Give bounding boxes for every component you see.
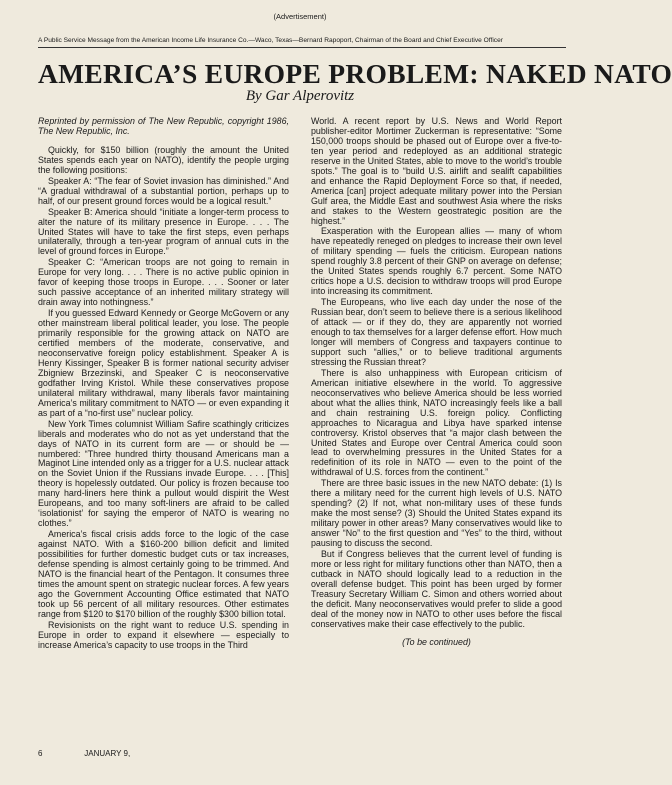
paragraph: Speaker C: “American troops are not going to remain in Europe for very long. . . . There is no active public opinion in favor of keeping those troops in Europe. . . . Sooner or later such passive acceptance of an inherited military strategy will drain away into nothingness.” [38, 257, 289, 308]
paragraph: New York Times columnist William Safire scathingly criticizes liberals and moderates who do not as yet understand that the days of NATO in its current form are — or should be — numbered: “Three hundred thirty thousand Americans man a Maginot Line intended only as a trigger for a U.S. nuclear attack on the Soviet Union if the Russians invade Europe. . . . [This] theory is hopelessly outdated. Our policy is frozen because too many hard-liners here think a pullout would dispirit the West Europeans, and too many soft-liners are afraid to be called ‘isolationist’ for saying the emperor of NATO is wearing no clothes.” [38, 418, 289, 529]
paragraph: There is also unhappiness with European criticism of American initiative elsewhere in the world. To aggressive neoconservatives who believe America should be less worried about what the allies think, NATO increasingly feels like a ball and chain restraining U.S. foreign policy. Conflicting approaches to Nicaragua and Libya have sparked intense controversy. Kristol observes that “a major clash between the United States and Europe over Central America could soon lead to overwhelming pressures in the United States for a redefinition of its role in NATO — even to the point of the withdrawal of U.S. forces from the continent.” [311, 367, 562, 478]
header-rule [38, 47, 566, 48]
article-headline: AMERICA’S EUROPE PROBLEM: NAKED NATO [38, 58, 672, 89]
article-right-column [311, 117, 562, 649]
paragraph: But if Congress believes that the current level of funding is more or less right for military functions other than NATO, then a cutback in NATO should logically lead to a reduction in the overall defense budget. This point has been urged by former Treasury Secretary William C. Simon and others worried about the deficit. Many neoconservatives would prefer to slide a good deal of the money now in NATO to other uses before the fiscal conservatives make their case effectively to the public. [311, 548, 562, 629]
paragraph: Exasperation with the European allies — many of whom have repeatedly reneged on pledges to increase their own level of military spending — fuels the criticism. European nations spend roughly 3.8 percent of their GNP on average on defense; the United States spends roughly 6.7 percent. Some NATO critics hope a U.S. decision to withdraw troops will prod Europe into increasing its commitment. [311, 226, 562, 297]
reprint-note: Reprinted by permission of The New Republic, copyright 1986, The New Republic, Inc. [38, 116, 289, 136]
advertisement-label: (Advertisement) [273, 12, 327, 21]
paragraph: There are three basic issues in the new NATO debate: (1) Is there a military need for the current high levels of U.S. NATO spending? (2) If not, what non-military uses of these funds make the most sense? (3) Should the United States expand its military power in other areas? Many conservatives would like to answer “No” to the first question and “Yes” to the third, without pausing to discuss the second. [311, 478, 562, 549]
continued-note: (To be continued) [402, 636, 471, 647]
issue-date: JANUARY 9, [84, 749, 131, 758]
public-service-message: A Public Service Message from the American Income Life Insurance Co.—Waco, Texas—Bernard Rapoport, Chairman of the Board and Chief Executive Officer [38, 37, 503, 44]
paragraph: America’s fiscal crisis adds force to the logic of the case against NATO. With a $160-200 billion deficit and limited possibilities for further domestic budget cuts or tax increases, defense spending is almost certainly going to be trimmed. And NATO is the financial heart of the Pentagon. It consumes three times the amount spent on strategic nuclear forces. A few years ago the Government Accounting Office estimated that NATO took up 56 percent of all military resources. Other estimates range from $120 to $170 billion of the roughly $300 billion total. [38, 529, 289, 619]
page-footer [38, 749, 130, 758]
paragraph: Revisionists on the right want to reduce U.S. spending in Europe in order to expand it elsewhere — especially to increase America’s capacity to use troops in the Third [38, 619, 289, 650]
paragraph: Speaker A: “The fear of Soviet invasion has diminished.” And “A gradual withdrawal of a substantial portion, perhaps up to half, of our present ground forces would be a logical result.” [38, 175, 289, 206]
page-number: 6 [38, 749, 43, 758]
paragraph: Quickly, for $150 billion (roughly the amount the United States spends each year on NATO), identify the people urging the following positions: [38, 144, 289, 175]
paragraph: Speaker B: America should “initiate a longer-term process to alter the nature of its military presence in Europe. . . . The United States will have to take the first steps, even perhaps unilaterally, through a ten-year program of annual cuts in the level of ground forces in Europe.” [38, 206, 289, 257]
paragraph: If you guessed Edward Kennedy or George McGovern or any other mainstream liberal political leader, you lose. The people primarily responsible for the growing attack on NATO are certified members of the moderate, conservative, and neoconservative foreign policy establishment. Speaker A is Henry Kissinger, Speaker B is former national security adviser Zbigniew Brzezinski, and Speaker C is neoconservative godfather Irving Kristol. While these conservatives propose unilateral military withdrawal, many liberals favor maintaining America’s military commitment to NATO — or even expanding it as part of a “no-first use” nuclear policy. [38, 308, 289, 418]
paragraph: World. A recent report by U.S. News and World Report publisher-editor Mortimer Zuckerman is representative: “Some 150,000 troops should be phased out of Europe over a five-to-ten year period and redeployed as an additional strategic reserve in the United States, able to move to the world’s trouble spots.” The goal is to “build U.S. airlift and sealift capabilities and enhance the Rapid Deployment Force so that, if needed, America [can] project adequate military power into the Persian Gulf area, the Middle East and southwest Asia where the risks and stakes to the Western geostrategic position are the highest.” [311, 116, 562, 226]
article-left-column [38, 117, 289, 652]
paragraph: The Europeans, who live each day under the nose of the Russian bear, don’t seem to believe there is a serious likelihood of attack — or if they do, they are apparently not worried enough to tax themselves for a larger defense effort. How much longer will members of Congress and taxpayers continue to support such “allies,” or to believe traditional arguments stressing the Russian threat? [311, 297, 562, 367]
article-byline: By Gar Alperovitz [245, 88, 355, 104]
